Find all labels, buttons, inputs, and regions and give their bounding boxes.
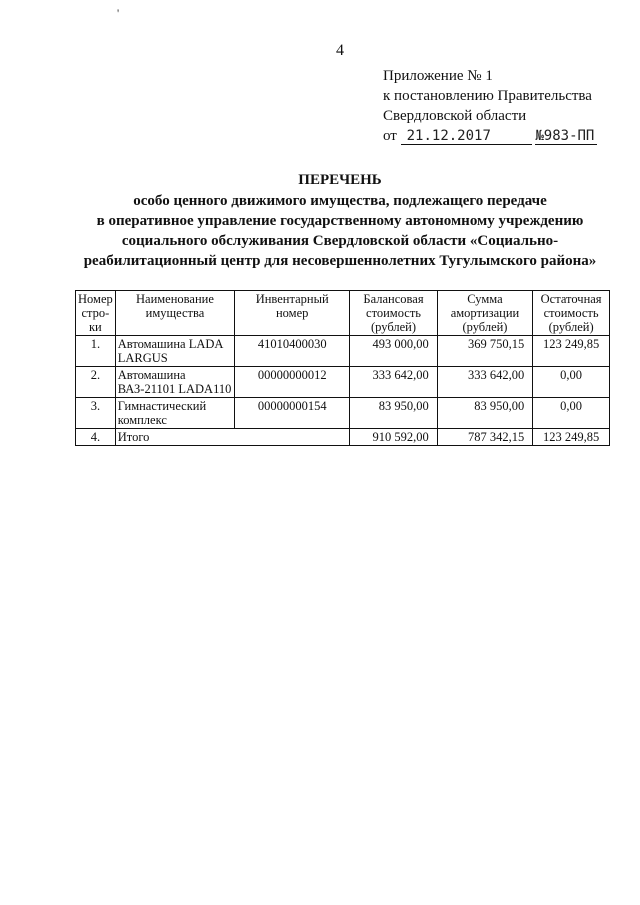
header-amortization: Сумма амортизации (рублей) (437, 291, 532, 336)
balance-value: 333 642,00 (350, 367, 437, 398)
total-label: Итого (115, 429, 350, 446)
inventory-number: 00000000154 (235, 398, 350, 429)
row-number: 2. (76, 367, 116, 398)
title-line-1: особо ценного движимого имущества, подлежащего передаче (133, 193, 547, 209)
table-row (76, 398, 610, 429)
residual-value: 123 249,85 (533, 336, 610, 367)
scan-mark: ' (117, 6, 120, 20)
amortization-value: 369 750,15 (437, 336, 532, 367)
residual-value: 0,00 (533, 398, 610, 429)
table-row (76, 336, 610, 367)
inventory-number: 41010400030 (235, 336, 350, 367)
appendix-date-line (383, 126, 597, 146)
page-number: 4 (336, 42, 344, 59)
table-header-row (76, 291, 610, 336)
total-amortization: 787 342,15 (437, 429, 532, 446)
title-heading: ПЕРЕЧЕНЬ (298, 172, 382, 188)
decree-number: №983-ПП (535, 129, 597, 145)
appendix-line-1: Приложение № 1 (383, 68, 493, 84)
header-residual: Остаточная стоимость (рублей) (533, 291, 610, 336)
header-row-number: Номер стро- ки (76, 291, 116, 336)
total-balance: 910 592,00 (350, 429, 437, 446)
appendix-block (383, 66, 597, 146)
document-title (60, 170, 620, 271)
header-name: Наименование имущества (115, 291, 234, 336)
row-number: 1. (76, 336, 116, 367)
inventory-number: 00000000012 (235, 367, 350, 398)
header-inventory: Инвентарный номер (235, 291, 350, 336)
appendix-line-2: к постановлению Правительства (383, 88, 592, 104)
total-residual: 123 249,85 (533, 429, 610, 446)
appendix-line-3: Свердловской области (383, 108, 527, 124)
title-line-4: реабилитационный центр для несовершеннолетних Тугулымского района» (83, 253, 597, 269)
date-value: 21.12.2017 (401, 129, 532, 145)
title-line-3: социального обслуживания Свердловской области «Социально- (121, 233, 559, 249)
title-line-2: в оперативное управление государственному автономному учреждению (96, 213, 584, 229)
balance-value: 493 000,00 (350, 336, 437, 367)
row-number: 4. (76, 429, 116, 446)
balance-value: 83 950,00 (350, 398, 437, 429)
item-name: Гимнастический комплекс (115, 398, 234, 429)
table-total-row (76, 429, 610, 446)
item-name: Автомашина LADA LARGUS (115, 336, 234, 367)
table-row (76, 367, 610, 398)
property-table (75, 290, 610, 446)
amortization-value: 83 950,00 (437, 398, 532, 429)
residual-value: 0,00 (533, 367, 610, 398)
header-balance: Балансовая стоимость (рублей) (350, 291, 437, 336)
amortization-value: 333 642,00 (437, 367, 532, 398)
row-number: 3. (76, 398, 116, 429)
date-prefix: от (383, 128, 397, 144)
item-name: Автомашина ВАЗ-21101 LADA110 (115, 367, 234, 398)
